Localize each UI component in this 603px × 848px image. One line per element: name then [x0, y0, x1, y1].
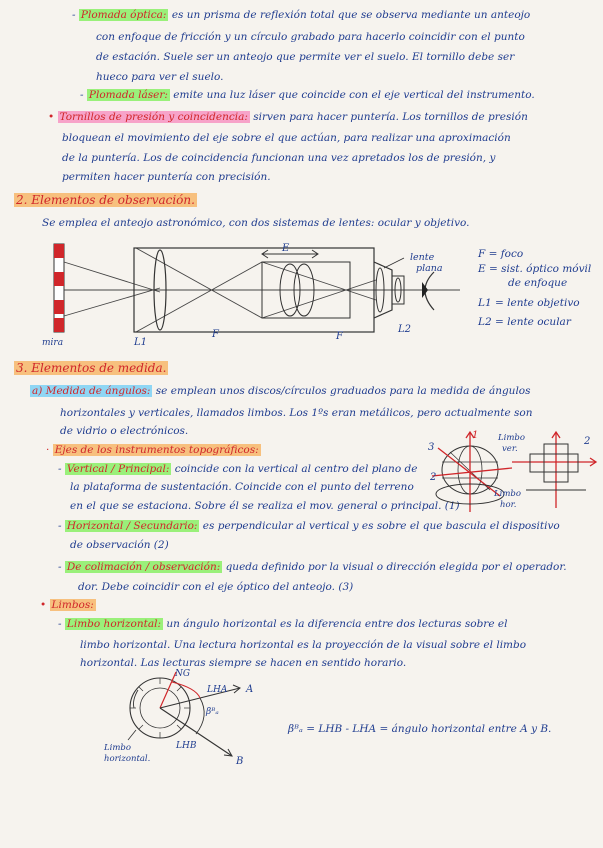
highlight-term: Limbo horizontal: [66, 618, 162, 630]
text-line: horizontal. Las lecturas siempre se hacen en sentido horario. [80, 657, 407, 669]
label-A: A [246, 684, 254, 695]
highlight-term: Vertical / Principal: [66, 463, 170, 475]
text-line: en el que se estaciona. Sobre él se realiza el mov. general o principal. (1) [70, 500, 460, 512]
text-line: de la puntería. Los de coincidencia funcionan una vez apretados los de presión, y [62, 152, 496, 164]
text-line: • Limbos: [40, 599, 94, 611]
label-beta: βᴮₐ [206, 707, 219, 717]
limbo-hor-label: Limbo [494, 489, 521, 499]
axis-2-side-label: 2 [584, 436, 591, 447]
label-L1: L1 [134, 337, 148, 348]
horizontal-label: horizontal. [104, 754, 151, 764]
text-line: hueco para ver el suelo. [96, 71, 224, 83]
text-line: - Plomada óptica: es un prisma de reflexión total que se observa mediante un anteojo [72, 9, 531, 21]
label-F2: F [336, 331, 343, 342]
label-lente: lente [410, 252, 435, 263]
label-B: B [236, 756, 244, 767]
text-line: - Limbo horizontal: un ángulo horizontal es la diferencia entre dos lecturas sobre el [58, 618, 508, 630]
mira-label: mira [42, 338, 64, 348]
axis-1-label: 1 [472, 430, 479, 441]
text-line: permiten hacer puntería con precisión. [62, 171, 271, 183]
highlight-term: Plomada láser: [88, 89, 168, 101]
highlight-term: Tornillos de presión y coincidencia: [59, 111, 248, 123]
text-line: - Vertical / Principal: coincide con la vertical al centro del plano de [58, 463, 418, 475]
text-line: de estación. Suele ser un anteojo que permite ver el suelo. El tornillo debe ser [96, 51, 515, 63]
highlight-term: De colimación / observación: [66, 561, 221, 573]
text-line: • Tornillos de presión y coincidencia: sirven para hacer puntería. Los tornillos de presión [48, 111, 528, 123]
formula-line: βᴮₐ = LHB - LHA = ángulo horizontal entre A y B. [288, 723, 552, 735]
label-LHB: LHB [176, 741, 197, 751]
legend-line: L2 = lente ocular [478, 316, 571, 328]
text-line: limbo horizontal. Una lectura horizontal es la proyección de la visual sobre el limbo [80, 639, 527, 651]
label-F1: F [212, 329, 219, 340]
text-line: - De colimación / observación: queda definido por la visual o dirección elegida por el operador. [58, 561, 567, 573]
highlight-term: a) Medida de ángulos: [32, 385, 151, 397]
label-L2: L2 [398, 324, 412, 335]
text-line: a) Medida de ángulos: se emplean unos discos/círculos graduados para la medida de ángulos [32, 385, 531, 397]
text-line: dor. Debe coincidir con el eje óptico del anteojo. (3) [78, 581, 354, 593]
text-line: bloquean el movimiento del eje sobre el que actúan, para realizar una aproximación [62, 132, 511, 144]
highlight-term: Plomada óptica: [80, 9, 167, 21]
text-line: de vidrio o electrónicos. [60, 425, 189, 437]
limbo-hor-label-2: hor. [500, 500, 517, 510]
text-line: · Ejes de los instrumentos topográficos: [46, 444, 259, 456]
highlight-term: Horizontal / Secundario: [66, 520, 198, 532]
section-heading: 3. Elementos de medida. [16, 361, 167, 375]
label-NG: NG [175, 669, 191, 679]
limbo-ver-label: Limbo [498, 433, 525, 443]
axis-2-label: 2 [430, 472, 437, 483]
limbo-label: Limbo [104, 743, 131, 753]
label-plana: plana [416, 263, 443, 274]
text-line: Se emplea el anteojo astronómico, con dos sistemas de lentes: ocular y objetivo. [42, 217, 470, 229]
text-line: con enfoque de fricción y un círculo grabado para hacerlo coincidir con el punto [96, 31, 525, 43]
text-line: de observación (2) [70, 539, 169, 551]
label-LHA: LHA [207, 685, 228, 695]
text-line: horizontales y verticales, llamados limbos. Los 1ºs eran metálicos, pero actualmente son [60, 407, 533, 419]
limbo-ver-label-2: ver. [502, 444, 518, 454]
highlight-term: Limbos: [51, 599, 94, 611]
legend-line: de enfoque [508, 277, 568, 289]
text-line: - Plomada láser: emite una luz láser que coincide con el eje vertical del instrumento. [80, 89, 535, 101]
legend-line: L1 = lente objetivo [478, 297, 580, 309]
highlight-term: Ejes de los instrumentos topográficos: [54, 444, 259, 456]
text-line: - Horizontal / Secundario: es perpendicular al vertical y es sobre el que bascula el dispositivo [58, 520, 560, 532]
legend-line: F = foco [478, 248, 524, 260]
text-line: la plataforma de sustentación. Coincide con el punto del terreno [70, 481, 414, 493]
axis-3-label: 3 [428, 442, 435, 453]
section-heading: 2. Elementos de observación. [16, 193, 195, 207]
legend-line: E = sist. óptico móvil [478, 263, 592, 275]
label-E: E [282, 243, 290, 254]
